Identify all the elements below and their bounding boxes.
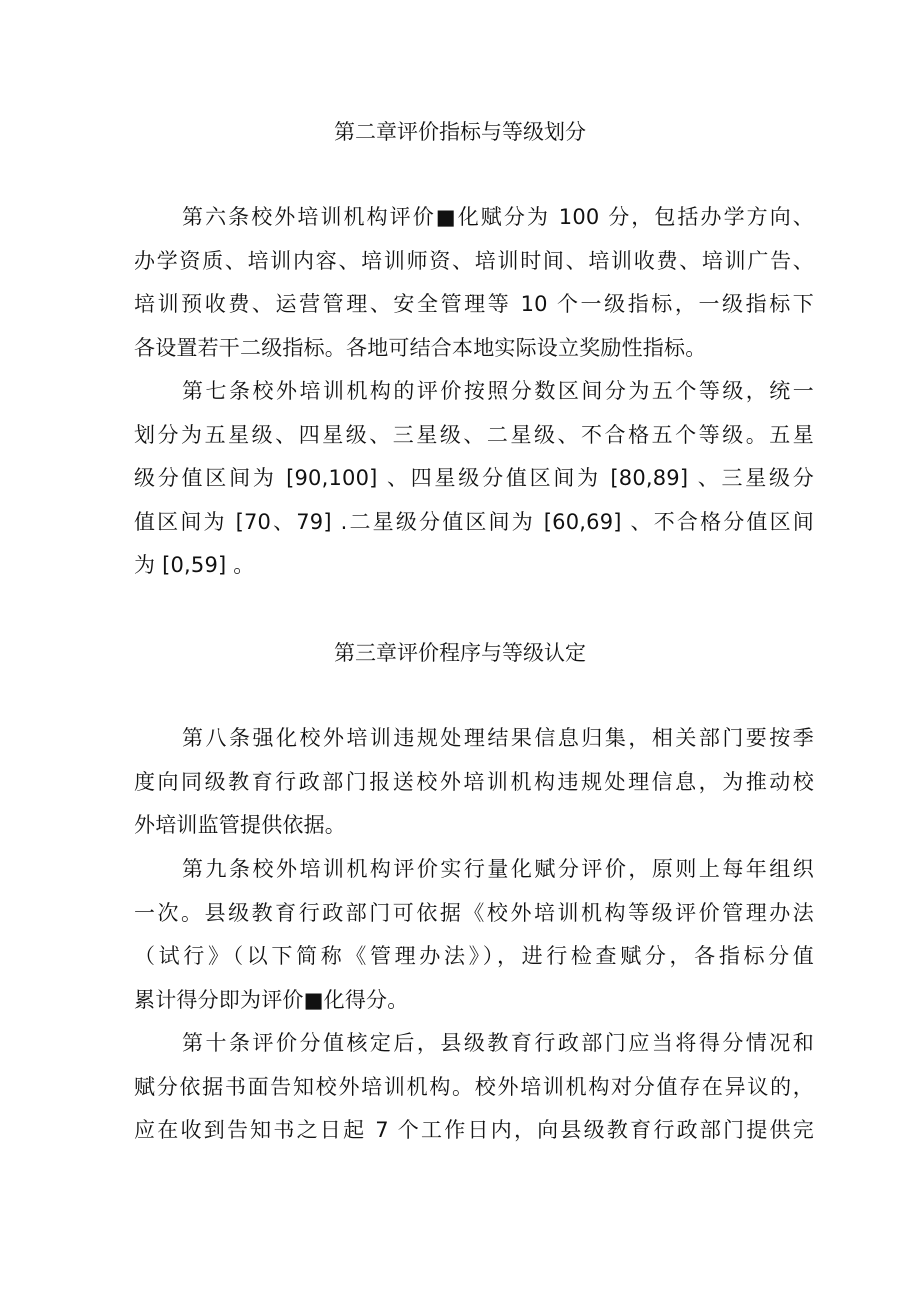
- article-6-line: 培训预收费、运营管理、安全管理等 10 个一级指标，一级指标下: [134, 292, 814, 316]
- article-7-line: 第七条校外培训机构的评价按照分数区间分为五个等级，统一: [182, 379, 814, 403]
- article-10-paragraph: [134, 1022, 814, 1153]
- article-10-line: 第十条评价分值核定后，县级教育行政部门应当将得分情况和: [182, 1031, 814, 1055]
- article-10-line: 应在收到告知书之日起 7 个工作日内，向县级教育行政部门提供完: [134, 1118, 814, 1142]
- article-8-line: 第八条强化校外培训违规处理结果信息归集，相关部门要按季: [182, 726, 814, 750]
- article-9-line: 第九条校外培训机构评价实行量化赋分评价，原则上每年组织: [182, 857, 814, 881]
- article-9-line: （试行》（以下简称《管理办法》），进行检查赋分，各指标分值: [134, 944, 814, 968]
- article-6-line: 各设置若干二级指标。各地可结合本地实际设立奖励性指标。: [134, 335, 707, 360]
- article-9-paragraph: [134, 848, 814, 1022]
- article-6-paragraph: [134, 196, 814, 370]
- article-8-line: 外培训监管提供依据。: [134, 813, 346, 837]
- article-8-line: 度向同级教育行政部门报送校外培训机构违规处理信息，为推动校: [134, 769, 814, 794]
- article-7-line: 为 [0,59] 。: [134, 553, 255, 577]
- article-9-line: 累计得分即为评价■化得分。: [134, 987, 409, 1012]
- article-6-line: 第六条校外培训机构评价■化赋分为 100 分，包括办学方向、: [182, 205, 814, 229]
- article-10-line: 赋分依据书面告知校外培训机构。校外培训机构对分值存在异议的，: [134, 1074, 814, 1099]
- article-7-line: 级分值区间为 [90,100] 、四星级分值区间为 [80,89] 、三星级分: [134, 466, 814, 490]
- article-8-paragraph: [134, 717, 814, 848]
- chapter-3-heading: 第三章评价程序与等级认定: [334, 641, 586, 665]
- article-7-line: 划分为五星级、四星级、三星级、二星级、不合格五个等级。五星: [134, 422, 814, 447]
- article-9-line: 一次。县级教育行政部门可依据《校外培训机构等级评价管理办法: [134, 900, 814, 925]
- article-7-paragraph: [134, 370, 814, 588]
- article-7-line: 值区间为 [70、79] .二星级分值区间为 [60,69] 、不合格分值区间: [134, 509, 814, 534]
- article-6-line: 办学资质、培训内容、培训师资、培训时间、培训收费、培训广告、: [134, 248, 814, 273]
- chapter-2-heading: 第二章评价指标与等级划分: [334, 120, 586, 144]
